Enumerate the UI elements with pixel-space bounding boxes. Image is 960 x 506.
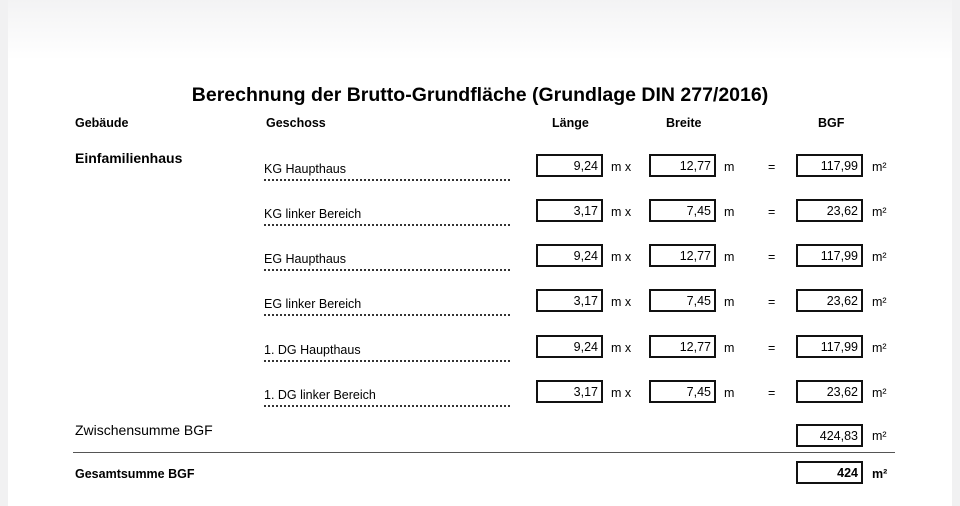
bgf-field[interactable]: 23,62 [796, 289, 863, 312]
unit-m2: m² [872, 205, 887, 219]
bgf-field[interactable]: 23,62 [796, 380, 863, 403]
laenge-field[interactable]: 9,24 [536, 154, 603, 177]
header-bgf: BGF [818, 116, 845, 130]
unit-mx: m x [611, 295, 632, 309]
unit-mx: m x [611, 205, 632, 219]
unit-m: m [724, 386, 735, 400]
equals-sign: = [768, 386, 776, 400]
building-name: Einfamilienhaus [75, 150, 183, 166]
laenge-field[interactable]: 9,24 [536, 244, 603, 267]
unit-m2: m² [872, 250, 887, 264]
bgf-field[interactable]: 23,62 [796, 199, 863, 222]
table-row [0, 335, 960, 363]
equals-sign: = [768, 205, 776, 219]
floor-label: EG Haupthaus [264, 251, 510, 271]
bgf-field[interactable]: 117,99 [796, 154, 863, 177]
unit-m: m [724, 250, 735, 264]
unit-m: m [724, 160, 735, 174]
unit-mx: m x [611, 386, 632, 400]
unit-m: m [724, 341, 735, 355]
total-value[interactable]: 424 [796, 461, 863, 484]
unit-m2: m² [872, 341, 887, 355]
total-unit: m² [872, 467, 888, 481]
table-row [0, 289, 960, 317]
breite-field[interactable]: 12,77 [649, 335, 716, 358]
floor-label: KG Haupthaus [264, 161, 510, 181]
laenge-field[interactable]: 3,17 [536, 199, 603, 222]
unit-mx: m x [611, 250, 632, 264]
unit-m2: m² [872, 295, 887, 309]
equals-sign: = [768, 295, 776, 309]
divider-line [73, 452, 895, 453]
table-row [0, 199, 960, 227]
breite-field[interactable]: 7,45 [649, 380, 716, 403]
equals-sign: = [768, 160, 776, 174]
bgf-field[interactable]: 117,99 [796, 335, 863, 358]
header-breite: Breite [666, 116, 702, 130]
header-laenge: Länge [552, 116, 589, 130]
table-row [0, 244, 960, 272]
equals-sign: = [768, 250, 776, 264]
floor-label: 1. DG Haupthaus [264, 342, 510, 362]
subtotal-label: Zwischensumme BGF [75, 422, 213, 438]
breite-field[interactable]: 12,77 [649, 154, 716, 177]
unit-m: m [724, 295, 735, 309]
laenge-field[interactable]: 3,17 [536, 289, 603, 312]
unit-m: m [724, 205, 735, 219]
breite-field[interactable]: 7,45 [649, 199, 716, 222]
laenge-field[interactable]: 9,24 [536, 335, 603, 358]
page-title: Berechnung der Brutto-Grundfläche (Grundlage DIN 277/2016) [191, 84, 769, 106]
subtotal-value[interactable]: 424,83 [796, 424, 863, 447]
table-row [0, 380, 960, 408]
subtotal-unit: m² [872, 429, 887, 443]
unit-m2: m² [872, 386, 887, 400]
equals-sign: = [768, 341, 776, 355]
header-geschoss: Geschoss [266, 116, 326, 130]
unit-mx: m x [611, 160, 632, 174]
table-row [0, 154, 960, 182]
bgf-field[interactable]: 117,99 [796, 244, 863, 267]
laenge-field[interactable]: 3,17 [536, 380, 603, 403]
unit-m2: m² [872, 160, 887, 174]
floor-label: KG linker Bereich [264, 206, 510, 226]
unit-mx: m x [611, 341, 632, 355]
floor-label: EG linker Bereich [264, 296, 510, 316]
breite-field[interactable]: 7,45 [649, 289, 716, 312]
breite-field[interactable]: 12,77 [649, 244, 716, 267]
total-label: Gesamtsumme BGF [75, 467, 195, 481]
header-gebaeude: Gebäude [75, 116, 129, 130]
floor-label: 1. DG linker Bereich [264, 387, 510, 407]
top-shade [8, 0, 952, 60]
